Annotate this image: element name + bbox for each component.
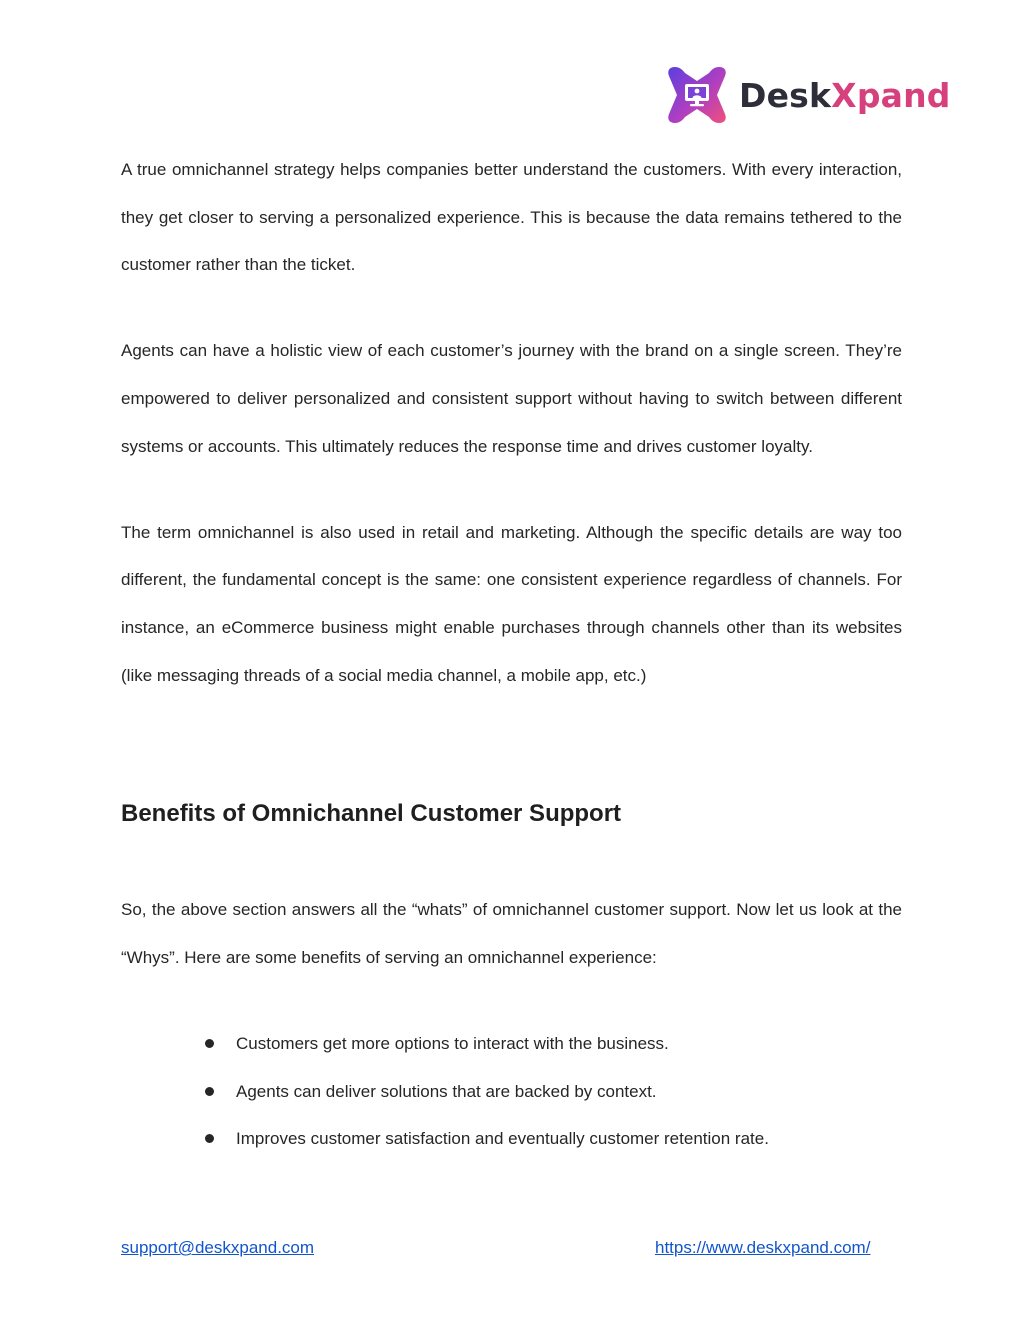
brand-name-desk: Desk xyxy=(739,75,832,115)
brand-name-xpand: Xpand xyxy=(831,75,951,115)
bullet-icon xyxy=(205,1087,214,1096)
paragraph-retail-marketing: The term omnichannel is also used in retail and marketing. Although the specific details are way too different, the fundamental concept is the same: one consistent experience regardless of channels. For instance, an eCommerce business might enable purchases through channels other than its websites (like messaging threads of a social media channel, a mobile app, etc.) xyxy=(121,522,902,685)
list-item-text: Customers get more options to interact with the business. xyxy=(236,1034,669,1053)
paragraph-omnichannel-strategy: A true omnichannel strategy helps companies better understand the customers. With every interaction, they get closer to serving a personalized experience. This is because the data remains tethered to the customer rather than the ticket. xyxy=(121,160,902,275)
list-item-text: Improves customer satisfaction and eventually customer retention rate. xyxy=(236,1129,769,1149)
intro-paragraphs xyxy=(121,146,902,699)
list-item xyxy=(205,1115,769,1163)
section-heading: Benefits of Omnichannel Customer Support xyxy=(121,800,622,827)
monitor-person-icon xyxy=(665,63,729,127)
website-link[interactable]: https://www.deskxpand.com/ xyxy=(655,1238,871,1257)
list-item xyxy=(205,1068,769,1116)
list-item xyxy=(205,1020,769,1068)
benefits-list xyxy=(205,1020,769,1163)
list-item-text: Agents can deliver solutions that are backed by context. xyxy=(236,1081,657,1101)
support-email-link[interactable]: support@deskxpand.com xyxy=(121,1238,315,1257)
paragraph-agents-view: Agents can have a holistic view of each customer’s journey with the brand on a single screen. They’re empowered to deliver personalized and consistent support without having to switch between different systems or accounts. This ultimately reduces the response time and drives customer loyalty. xyxy=(121,341,902,456)
bullet-icon xyxy=(205,1039,214,1048)
bullet-icon xyxy=(205,1134,214,1143)
brand-logo xyxy=(665,62,951,128)
paragraph-benefits-intro: So, the above section answers all the “whats” of omnichannel customer support. Now let us look at the “Whys”. Here are some benefits of serving an omnichannel experience: xyxy=(121,900,902,967)
brand-name xyxy=(739,75,951,115)
